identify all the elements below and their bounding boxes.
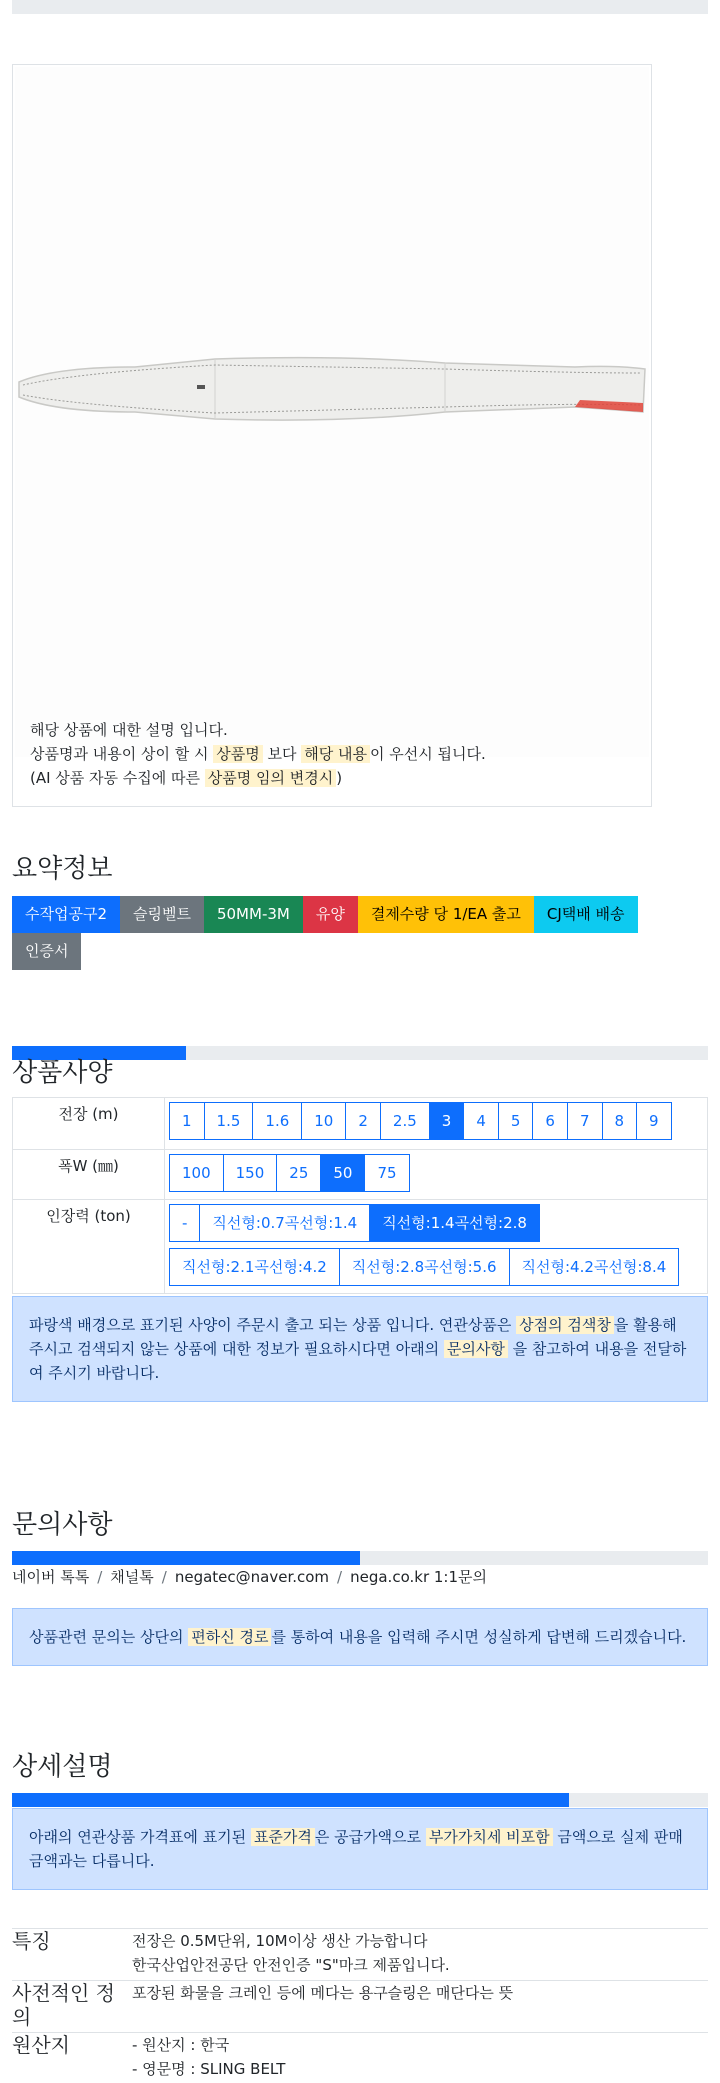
detail-title: 상세설명 — [12, 1752, 113, 1782]
spec-row — [13, 1098, 708, 1150]
detail-line: 한국산업안전공단 안전인증 "S"마크 제품입니다. — [132, 1956, 450, 1974]
summary-badge: 결제수량 당 1/EA 출고 — [358, 896, 534, 933]
spec-option-button[interactable]: 5 — [498, 1102, 534, 1140]
image-caption: 해당 상품에 대한 설명 입니다. 상품명과 내용이 상이 할 시 상품명 보다 해당 내용 이 우선시 됩니다. (AI 상품 자동 수집에 따른 상품명 임의 변경시 ) — [30, 721, 486, 787]
spec-option-button[interactable]: 직선형:1.4곡선형:2.8 — [369, 1204, 540, 1242]
spec-option-button[interactable]: 75 — [364, 1154, 409, 1192]
spec-notice: 파랑색 배경으로 표기된 사양이 주문시 출고 되는 상품 입니다. 연관상품은 상점의 검색창 을 활용해 주시고 검색되지 않는 상품에 대한 정보가 필요하시다면 아래의 문의사항 을 참고하여 내용을 전달하여 주시기 바랍니다. — [12, 1296, 708, 1402]
contact-link[interactable]: 채널톡 — [110, 1568, 154, 1586]
detail-row-content — [132, 1929, 708, 1981]
summary-badge: 인증서 — [12, 933, 81, 970]
contact-link[interactable]: nega.co.kr 1:1문의 — [350, 1568, 487, 1586]
spec-options — [165, 1200, 708, 1294]
specs-progress — [12, 1046, 708, 1060]
contact-links — [12, 1566, 487, 1588]
spec-options — [165, 1150, 708, 1200]
spec-option-button[interactable]: 직선형:2.8곡선형:5.6 — [339, 1248, 510, 1286]
spec-options — [165, 1098, 708, 1150]
spec-option-row — [169, 1102, 703, 1146]
detail-line: - 영문명 : SLING BELT — [132, 2060, 286, 2078]
detail-line: 포장된 화물을 크레인 등에 메다는 용구슬링은 매단다는 뜻 — [132, 1984, 514, 2002]
spec-option-button[interactable]: 3 — [429, 1102, 465, 1140]
product-image-card — [12, 64, 652, 807]
summary-badge: 수작업공구2 — [12, 896, 120, 933]
spec-option-button[interactable]: 6 — [532, 1102, 568, 1140]
spec-label: 전장 (m) — [13, 1098, 165, 1150]
summary-badge: 50MM-3M — [204, 896, 303, 933]
detail-progress — [12, 1793, 708, 1807]
detail-line: - 원산지 : 한국 — [132, 2036, 230, 2054]
spec-option-button[interactable]: 150 — [223, 1154, 278, 1192]
detail-notice: 아래의 연관상품 가격표에 표기된 표준가격 은 공급가액으로 부가가치세 비포함 금액으로 실제 판매금액과는 다릅니다. — [12, 1808, 708, 1890]
detail-row — [12, 1981, 708, 2033]
contact-link[interactable]: 네이버 톡톡 — [12, 1568, 90, 1586]
detail-row — [12, 2033, 708, 2083]
spec-option-row — [169, 1248, 703, 1292]
detail-row-heading: 특징 — [12, 1929, 132, 1981]
link-separator: / — [161, 1568, 167, 1586]
detail-line: 전장은 0.5M단위, 10M이상 생산 가능합니다 — [132, 1932, 428, 1950]
spec-option-button[interactable]: 2 — [345, 1102, 381, 1140]
spec-row — [13, 1200, 708, 1294]
detail-row-heading: 원산지 — [12, 2033, 132, 2083]
spec-option-button[interactable]: 1.6 — [252, 1102, 302, 1140]
spec-option-button[interactable]: 직선형:0.7곡선형:1.4 — [199, 1204, 370, 1242]
top-progress — [12, 0, 708, 14]
spec-label: 인장력 (ton) — [13, 1200, 165, 1294]
inquiry-progress-bar — [12, 1551, 360, 1565]
summary-badge: 슬링벨트 — [120, 896, 204, 933]
sling-belt-image — [15, 67, 649, 757]
spec-option-button[interactable]: 10 — [301, 1102, 346, 1140]
spec-option-button[interactable]: 1.5 — [204, 1102, 254, 1140]
detail-row-content — [132, 1981, 708, 2033]
summary-badges — [12, 896, 672, 970]
summary-badge: 유양 — [303, 896, 358, 933]
specs-title: 상품사양 — [12, 1058, 113, 1088]
contact-link[interactable]: negatec@naver.com — [174, 1568, 330, 1586]
spec-option-button[interactable]: - — [169, 1204, 200, 1242]
summary-badge: CJ택배 배송 — [534, 896, 638, 933]
spec-option-button[interactable]: 50 — [320, 1154, 365, 1192]
spec-option-button[interactable]: 직선형:2.1곡선형:4.2 — [169, 1248, 340, 1286]
spec-table — [12, 1097, 708, 1294]
spec-label: 폭W (㎜) — [13, 1150, 165, 1200]
spec-option-button[interactable]: 100 — [169, 1154, 224, 1192]
spec-option-row — [169, 1154, 703, 1198]
spec-option-button[interactable]: 9 — [636, 1102, 672, 1140]
spec-option-button[interactable]: 8 — [602, 1102, 638, 1140]
spec-option-button[interactable]: 2.5 — [380, 1102, 430, 1140]
link-separator: / — [97, 1568, 103, 1586]
spec-option-button[interactable]: 4 — [463, 1102, 499, 1140]
spec-option-button[interactable]: 7 — [567, 1102, 603, 1140]
link-separator: / — [337, 1568, 343, 1586]
detail-row-content — [132, 2033, 708, 2083]
summary-title: 요약정보 — [12, 854, 113, 884]
inquiry-progress — [12, 1551, 708, 1565]
detail-table — [12, 1928, 708, 2083]
detail-row — [12, 1929, 708, 1981]
detail-progress-bar — [12, 1793, 569, 1807]
detail-row-heading: 사전적인 정의 — [12, 1981, 132, 2033]
spec-option-button[interactable]: 1 — [169, 1102, 205, 1140]
inquiry-notice: 상품관련 문의는 상단의 편하신 경로 를 통하여 내용을 입력해 주시면 성실하게 답변해 드리겠습니다. — [12, 1608, 708, 1666]
spec-option-button[interactable]: 직선형:4.2곡선형:8.4 — [509, 1248, 680, 1286]
spec-row — [13, 1150, 708, 1200]
spec-option-row — [169, 1204, 703, 1248]
inquiry-title: 문의사항 — [12, 1510, 113, 1540]
spec-option-button[interactable]: 25 — [276, 1154, 321, 1192]
